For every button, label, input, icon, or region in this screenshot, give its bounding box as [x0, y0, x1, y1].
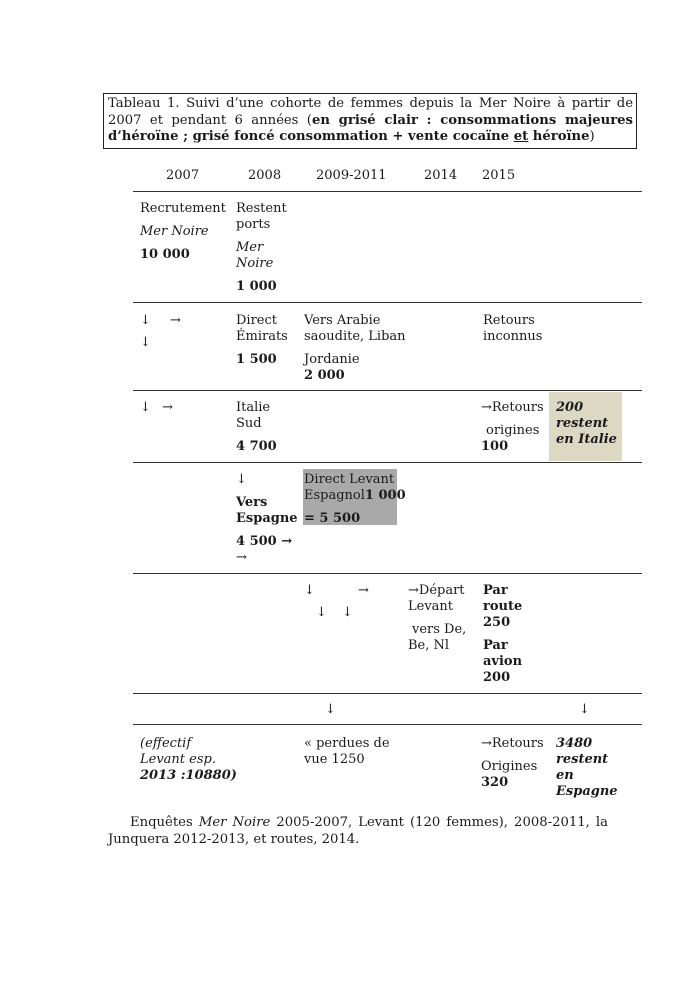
row3-remain-italy-cell: 200 restent en Italie [556, 400, 617, 447]
arrow-right: → [358, 583, 369, 598]
row7-remain-spain-cell: 3480 restent en Espagne [556, 736, 618, 799]
year-header-2007: 2007 [166, 168, 200, 183]
caption-text: Tableau 1. Suivi d’une cohorte de femmes depuis la Mer Noire à partir de 2007 et pendant 6 années ( [108, 96, 633, 128]
year-header-2014: 2014 [424, 168, 458, 183]
arrow-down: ↓ [304, 583, 315, 598]
row2-2015-cell: Retours inconnus [483, 313, 543, 344]
table-rule [133, 390, 642, 391]
row2-2009-cell: Vers Arabie saoudite, Liban Jordanie 2 000 [304, 313, 406, 383]
row4-2008-cell: Vers Espagne 4 500 → → [236, 495, 298, 565]
caption-legend-end: héroïne [528, 129, 590, 144]
row3-2008-cell: Italie Sud 4 700 [236, 400, 277, 454]
row7-2015-cell: →Retours Origines 320 [481, 736, 544, 790]
table-rule [133, 724, 642, 725]
arrow-right: → [170, 313, 181, 328]
row7-2007-cell: (effectif Levant esp. 2013 :10880) [140, 736, 237, 783]
table-caption [103, 93, 637, 149]
row5-2015-cell: Par route 250 Par avion 200 [483, 583, 523, 685]
table-rule [133, 573, 642, 574]
row4-2009-cell: Direct Levant Espagnol1 000 = 5 500 [304, 472, 406, 526]
row1-2008-cell: Restent ports Mer Noire 1 000 [236, 201, 287, 294]
caption-close: ) [589, 129, 595, 144]
arrow-right: → [162, 400, 173, 415]
arrow-down: ↓ [579, 702, 590, 717]
row7-2009-cell: « perdues de vue 1250 [304, 736, 390, 767]
arrow-down: ↓ [140, 313, 151, 328]
row3-2015-cell: →Retours origines 100 [481, 400, 544, 454]
arrow-down: ↓ [316, 605, 327, 620]
arrow-down: ↓ [236, 472, 247, 487]
row1-2007-cell: Recrutement Mer Noire 10 000 [140, 201, 226, 262]
caption-legend: en grisé clair : consommations majeures d’héroïne ; grisé foncé consommation + vente cocaïne [108, 112, 633, 144]
row5-2014-cell: →Départ Levant vers De, Be, Nl [408, 583, 467, 653]
year-header-2015: 2015 [482, 168, 516, 183]
arrow-down: ↓ [140, 335, 151, 350]
arrow-down: ↓ [342, 605, 353, 620]
table-rule [133, 302, 642, 303]
table-rule [133, 693, 642, 694]
year-header-2008: 2008 [248, 168, 282, 183]
table-rule [133, 191, 642, 192]
row2-2008-cell: Direct Émirats 1 500 [236, 313, 288, 367]
sources-note: Enquêtes Mer Noire 2005-2007, Levant (120 femmes), 2008-2011, la Junquera 2012-2013, et routes, 2014. [108, 815, 608, 847]
arrow-down: ↓ [325, 702, 336, 717]
year-header-2009-2011: 2009-2011 [316, 168, 387, 183]
arrow-down: ↓ [140, 400, 151, 415]
caption-legend-underlined: et [513, 129, 529, 144]
table-rule [133, 462, 642, 463]
